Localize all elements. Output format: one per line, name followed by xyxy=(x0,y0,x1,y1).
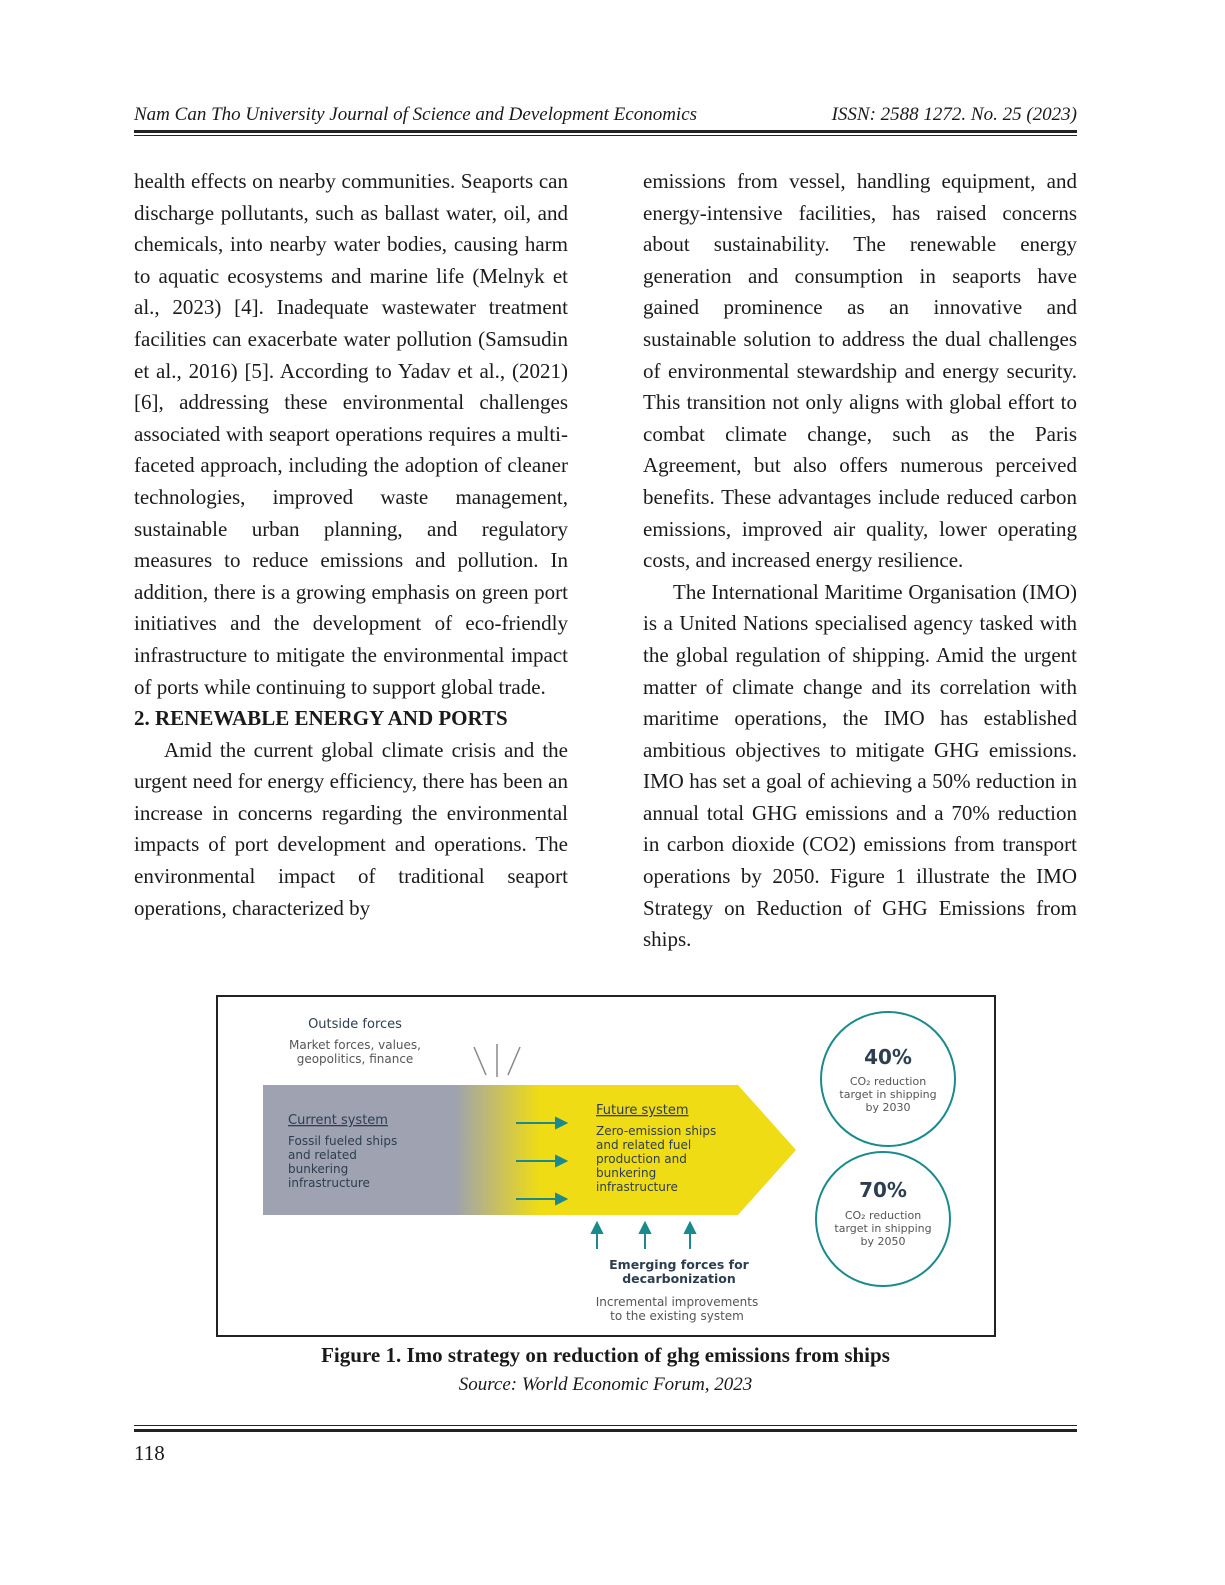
emerging-forces-line: Emerging forces for xyxy=(609,1257,749,1272)
left-column xyxy=(134,166,568,924)
future-system-line: production and xyxy=(596,1152,687,1166)
target-2030-line: by 2030 xyxy=(865,1101,911,1114)
current-system-line: and related xyxy=(288,1148,357,1162)
figure-source: Source: World Economic Forum, 2023 xyxy=(458,1374,753,1395)
body-paragraph: The International Maritime Organisation (IMO) is a United Nations specialised agency tasked with the global regulation of shipping. Amid the urgent matter of climate change and its correlation with maritime operations, the IMO has established ambitious objectives to mitigate GHG emissions. IMO has set a goal of achieving a 50% reduction in annual total GHG emissions and a 70% reduction in carbon dioxide (CO2) emissions from transport operations by 2050. Figure 1 illustrate the IMO Strategy on Reduction of GHG Emissions from ships. xyxy=(643,579,1077,952)
outside-forces-line: Market forces, values, xyxy=(288,1038,422,1052)
future-system-line: Zero-emission ships xyxy=(596,1124,717,1138)
journal-title: Nam Can Tho University Journal of Science and Development Economics xyxy=(134,104,698,125)
page-number: 118 xyxy=(134,1441,165,1465)
incremental-improvements-line: Incremental improvements xyxy=(595,1295,759,1309)
target-2030-line: target in shipping xyxy=(839,1088,937,1101)
upward-arrows-icon xyxy=(592,1223,695,1249)
header-rule-thick xyxy=(134,130,1077,133)
body-paragraph: emissions from vessel, handling equipment, and energy-intensive facilities, has raised concerns about sustainability. The renewable energy generation and consumption in seaports have gained prominence as an innovative and sustainable solution to address the dual challenges of environmental stewardship and energy security. This transition not only aligns with global effort to combat climate change, such as the Paris Agreement, but also offers numerous perceived benefits. These advantages include reduced carbon emissions, improved air quality, lower operating costs, and increased energy resilience. xyxy=(643,169,1077,573)
target-2030-line: CO₂ reduction xyxy=(849,1075,927,1088)
figure-caption: Figure 1. Imo strategy on reduction of ghg emissions from ships xyxy=(321,1343,890,1367)
future-system-line: infrastructure xyxy=(596,1180,678,1194)
body-paragraph: health effects on nearby communities. Seaports can discharge pollutants, such as ballast water, oil, and chemicals, into nearby water bodies, causing harm to aquatic ecosystems and marine life (Melnyk et al., 2023) [4]. Inadequate wastewater treatment facilities can exacerbate water pollution (Samsudin et al., 2016) [5]. According to Yadav et al., (2021) [6], addressing these environmental challenges associated with seaport operations requires a multi-faceted approach, including the adoption of cleaner technologies, improved waste management, sustainable urban planning, and regulatory measures to reduce emissions and pollution. In addition, there is a growing emphasis on green port initiatives and the development of eco-friendly infrastructure to mitigate the environmental impact of ports while continuing to support global trade. xyxy=(134,169,568,699)
footer-rule-thick xyxy=(134,1429,1077,1432)
current-system-line: infrastructure xyxy=(288,1176,370,1190)
incremental-improvements-line: to the existing system xyxy=(610,1309,744,1323)
target-2050-value: 70% xyxy=(859,1178,907,1202)
future-system-line: bunkering xyxy=(596,1166,657,1180)
target-2050-line: by 2050 xyxy=(860,1235,906,1248)
current-system-line: Fossil fueled ships xyxy=(288,1134,398,1148)
footer-rule-thin xyxy=(134,1425,1077,1426)
figure-imo-strategy xyxy=(216,995,996,1337)
downward-arrows-icon xyxy=(474,1044,520,1077)
future-system-title: Future system xyxy=(596,1103,689,1118)
current-system-line: bunkering xyxy=(288,1162,349,1176)
target-2050-line: CO₂ reduction xyxy=(844,1209,922,1222)
target-2030-value: 40% xyxy=(864,1045,912,1069)
running-header xyxy=(134,104,1077,130)
future-system-line: and related fuel xyxy=(596,1138,692,1152)
right-column xyxy=(643,166,1077,956)
current-system-title: Current system xyxy=(288,1113,388,1128)
body-paragraph: Amid the current global climate crisis and the urgent need for energy efficiency, there has been an increase in concerns regarding the environmental impacts of port development and operations. The environmental impact of traditional seaport operations, characterized by xyxy=(134,737,568,920)
figure-diagram xyxy=(218,997,994,1335)
section-heading: 2. RENEWABLE ENERGY AND PORTS xyxy=(134,706,508,731)
outside-forces-title: Outside forces xyxy=(308,1017,402,1032)
target-2050-line: target in shipping xyxy=(834,1222,932,1235)
emerging-forces-line: decarbonization xyxy=(622,1271,736,1286)
header-rule-thin xyxy=(134,135,1077,136)
outside-forces-line: geopolitics, finance xyxy=(296,1052,414,1066)
issn-info: ISSN: 2588 1272. No. 25 (2023) xyxy=(831,104,1077,125)
